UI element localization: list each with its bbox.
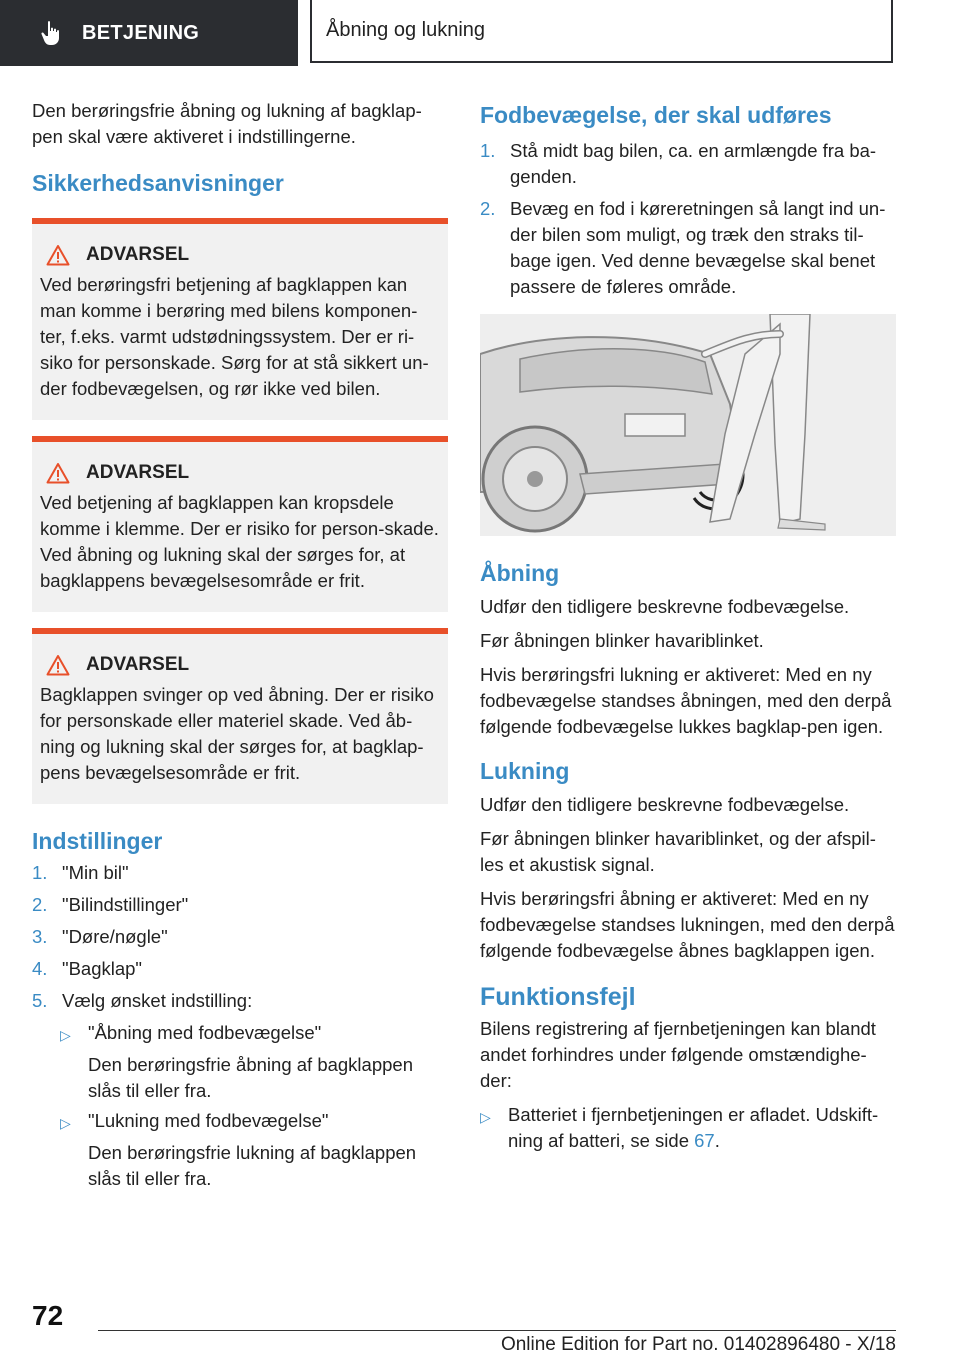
closing-text: Før åbningen blinker havariblinket, og der afspil-les et akustisk signal.: [480, 828, 876, 875]
step-text: Bevæg en fod i køreretningen så langt ind un-der bilen som muligt, og træk den straks til-bage igen. Ved denne bevægelse skal benet passere de føleres område.: [510, 198, 886, 297]
warning-box: [32, 218, 448, 420]
option-item: [60, 1108, 448, 1136]
opening-heading: Åbning: [480, 560, 560, 586]
list-item: [32, 924, 448, 950]
fault-item: [508, 1102, 896, 1154]
warning-head: [40, 462, 440, 484]
triangle-bullet-icon: ▷: [60, 1027, 71, 1043]
page-link[interactable]: 67: [694, 1130, 715, 1151]
step-number: 1.: [480, 140, 496, 161]
warning-triangle-icon: [46, 244, 70, 266]
warning-box: [32, 628, 448, 804]
list-item: [32, 988, 448, 1014]
list-item: [32, 956, 448, 982]
warning-box: [32, 436, 448, 612]
foot-steps: [480, 138, 896, 300]
foot-movement-heading: Fodbevægelse, der skal udføres: [480, 102, 832, 128]
fault-intro: Bilens registrering af fjernbetjeningen kan blandt andet forhindres under følgende omstændighe-der:: [480, 1018, 876, 1091]
step-text: Vælg ønsket indstilling:: [62, 990, 253, 1011]
right-column: [480, 98, 896, 1160]
hand-touch-icon: [40, 20, 62, 46]
section-header: [0, 0, 298, 66]
warning-text: Ved betjening af bagklappen kan kropsdele komme i klemme. Der er risiko for person-skade. Ved åbning og lukning skal der sørges for, at bagklappens bevægelsesområde er frit.: [40, 492, 439, 591]
option-label: "Åbning med fodbevægelse": [88, 1022, 322, 1043]
option-label: "Lukning med fodbevægelse": [88, 1110, 329, 1131]
intro-text: Den berøringsfrie åbning og lukning af bagklap-pen skal være aktiveret i indstillingerne.: [32, 100, 422, 147]
car-foot-sensor-drawing: [480, 314, 896, 536]
warning-head: [40, 244, 440, 266]
step-text: Stå midt bag bilen, ca. en armlængde fra ba-genden.: [510, 140, 877, 187]
list-item: [32, 860, 448, 886]
step-text: "Min bil": [62, 862, 129, 883]
step-text: "Døre/nøgle": [62, 926, 168, 947]
opening-text: Før åbningen blinker havariblinket.: [480, 630, 764, 651]
safety-heading: Sikkerhedsanvisninger: [32, 170, 284, 196]
step-number: 2.: [480, 198, 496, 219]
page-title: Åbning og lukning: [326, 19, 486, 41]
opening-text: Udfør den tidligere beskrevne fodbevægelse.: [480, 596, 850, 617]
warning-triangle-icon: [46, 462, 70, 484]
closing-text: Udfør den tidligere beskrevne fodbevægelse.: [480, 794, 850, 815]
option-desc: Den berøringsfrie åbning af bagklappen slås til eller fra.: [88, 1054, 413, 1101]
edition-text: Online Edition for Part no. 01402896480 - X/18: [500, 1334, 896, 1355]
footer-divider: [98, 1330, 896, 1331]
settings-heading: Indstillinger: [32, 828, 163, 854]
warning-label: ADVARSEL: [86, 244, 190, 265]
step-text: "Bagklap": [62, 958, 142, 979]
step-text: "Bilindstillinger": [62, 894, 189, 915]
warning-label: ADVARSEL: [86, 654, 190, 675]
step-number: 2.: [32, 894, 48, 915]
fault-item-text: Batteriet i fjernbetjeningen er afladet. Udskift-ning af batteri, se side: [508, 1104, 879, 1151]
list-item: [480, 1102, 896, 1154]
opening-text: Hvis berøringsfri lukning er aktiveret: Med en ny fodbevægelse standses åbningen, med den derpå følgende fodbevægelse lukkes bagklap-pen igen.: [480, 664, 892, 737]
closing-heading: Lukning: [480, 758, 570, 784]
settings-steps: [32, 860, 448, 1014]
option-item: [60, 1020, 448, 1048]
foot-movement-illustration: [480, 314, 896, 536]
list-item: [32, 892, 448, 918]
warning-label: ADVARSEL: [86, 462, 190, 483]
fault-heading: Funktionsfejl: [480, 983, 636, 1011]
fault-item-end: .: [714, 1130, 720, 1151]
section-name: BETJENING: [82, 21, 200, 44]
list-item: [480, 138, 896, 190]
page-header: [310, 0, 893, 63]
closing-text: Hvis berøringsfri åbning er aktiveret: Med en ny fodbevægelse standses lukningen, med den derpå følgende fodbevægelse åbnes bagklappen igen.: [480, 888, 895, 961]
warning-triangle-icon: [46, 654, 70, 676]
page-number: 72: [32, 1300, 64, 1331]
option-desc: Den berøringsfrie lukning af bagklappen slås til eller fra.: [88, 1142, 417, 1189]
warning-text: Ved berøringsfri betjening af bagklappen kan man komme i berøring med bilens komponen-ter, f.eks. varmt udstødningssystem. Der er ri-siko for personskade. Sørg for at stå sikkert un-der fodbevægelsen, og rør ikke ved bilen.: [40, 274, 429, 399]
step-number: 3.: [32, 926, 48, 947]
triangle-bullet-icon: ▷: [480, 1109, 491, 1125]
list-item: [480, 196, 896, 300]
triangle-bullet-icon: ▷: [60, 1115, 71, 1131]
warning-head: [40, 654, 440, 676]
step-number: 1.: [32, 862, 48, 883]
step-number: 5.: [32, 990, 48, 1011]
warning-text: Bagklappen svinger op ved åbning. Der er risiko for personskade eller materiel skade. Ved åb-ning og lukning skal der sørges for, at bagklap-pens bevægelsesområde er frit.: [40, 684, 434, 783]
left-column: [32, 98, 448, 1196]
step-number: 4.: [32, 958, 48, 979]
